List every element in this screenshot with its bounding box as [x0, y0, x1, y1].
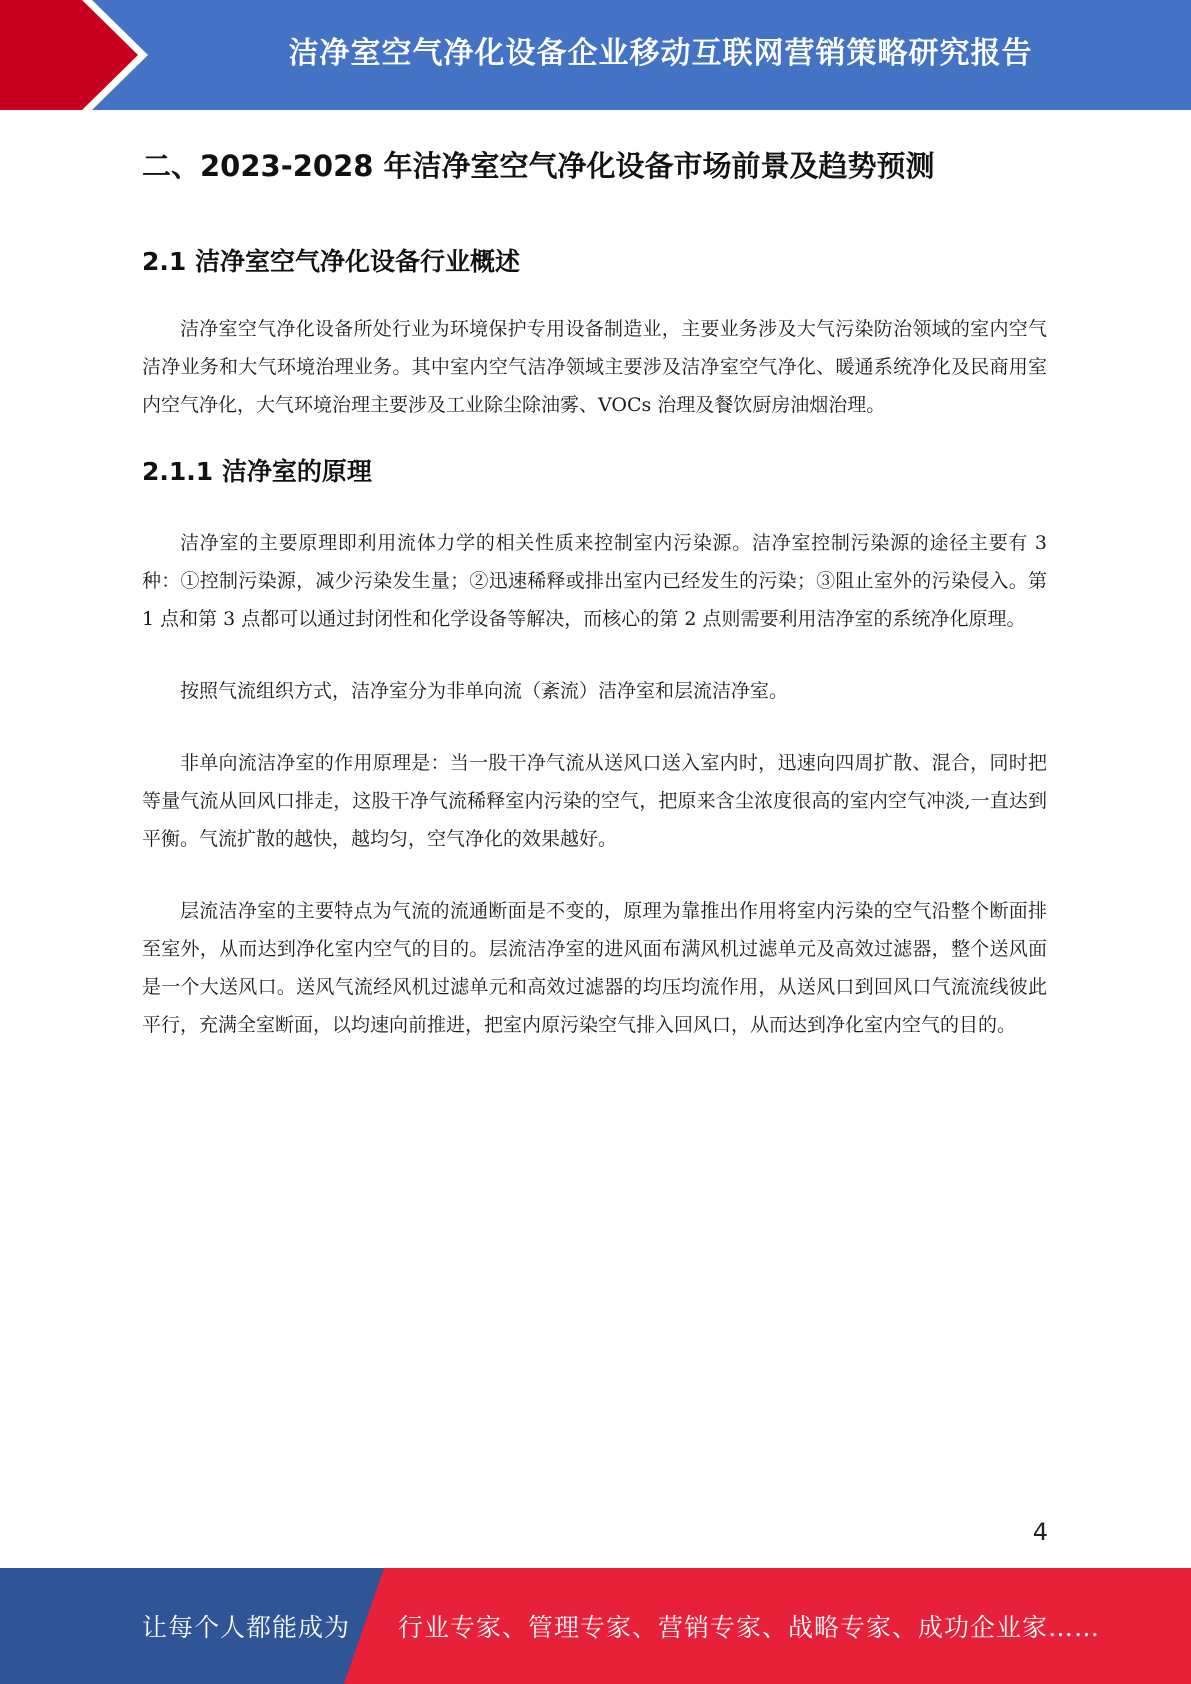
section-title: 二、2023-2028 年洁净室空气净化设备市场前景及趋势预测: [142, 149, 935, 183]
page-footer: [0, 1568, 1191, 1684]
paragraph-principle: 洁净室的主要原理即利用流体力学的相关性质来控制室内污染源。洁净室控制污染源的途径主要有 3 种：①控制污染源，减少污染发生量；②迅速稀释或排出室内已经发生的污染；③阻止室外的污染侵入。第 1 点和第 3 点都可以通过封闭性和化学设备等解决，而核心的第 2 点则需要利用洁净室的系统净化原理。: [142, 532, 1047, 630]
subsection-paragraph: 洁净室空气净化设备所处行业为环境保护专用设备制造业，主要业务涉及大气污染防治领域的室内空气洁净业务和大气环境治理业务。其中室内空气洁净领域主要涉及洁净室空气净化、暖通系统净化及民商用室内空气净化，大气环境治理主要涉及工业除尘除油雾、VOCs 治理及餐饮厨房油烟治理。: [142, 318, 1047, 416]
header-title: 洁净室空气净化设备企业移动互联网营销策略研究报告: [288, 36, 1033, 71]
subsubsection-title: 2.1.1 洁净室的原理: [142, 457, 372, 486]
page-number: 4: [1032, 1518, 1048, 1546]
footer-slogan-left: 让每个人都能成为: [142, 1613, 351, 1642]
subsection-title: 2.1 洁净室空气净化设备行业概述: [142, 247, 520, 276]
document-body: [142, 110, 1047, 1044]
footer-slogan-right: 行业专家、管理专家、营销专家、战略专家、成功企业家……: [398, 1613, 1101, 1642]
paragraph-turbulent-flow: 非单向流洁净室的作用原理是：当一股干净气流从送风口送入室内时，迅速向四周扩散、混合，同时把等量气流从回风口排走，这股干净气流稀释室内污染的空气，把原来含尘浓度很高的室内空气冲淡,一直达到平衡。气流扩散的越快，越均匀，空气净化的效果越好。: [142, 752, 1047, 850]
paragraph-airflow-types: 按照气流组织方式，洁净室分为非单向流（紊流）洁净室和层流洁净室。: [180, 680, 789, 702]
page-header: [0, 0, 1191, 110]
paragraph-laminar-flow: 层流洁净室的主要特点为气流的流通断面是不变的，原理为靠推出作用将室内污染的空气沿整个断面排至室外，从而达到净化室内空气的目的。层流洁净室的进风面布满风机过滤单元及高效过滤器，整个送风面是一个大送风口。送风气流经风机过滤单元和高效过滤器的均压均流作用，从送风口到回风口气流流线彼此平行，充满全室断面，以均速向前推进，把室内原污染空气排入回风口，从而达到净化室内空气的目的。: [142, 900, 1047, 1036]
